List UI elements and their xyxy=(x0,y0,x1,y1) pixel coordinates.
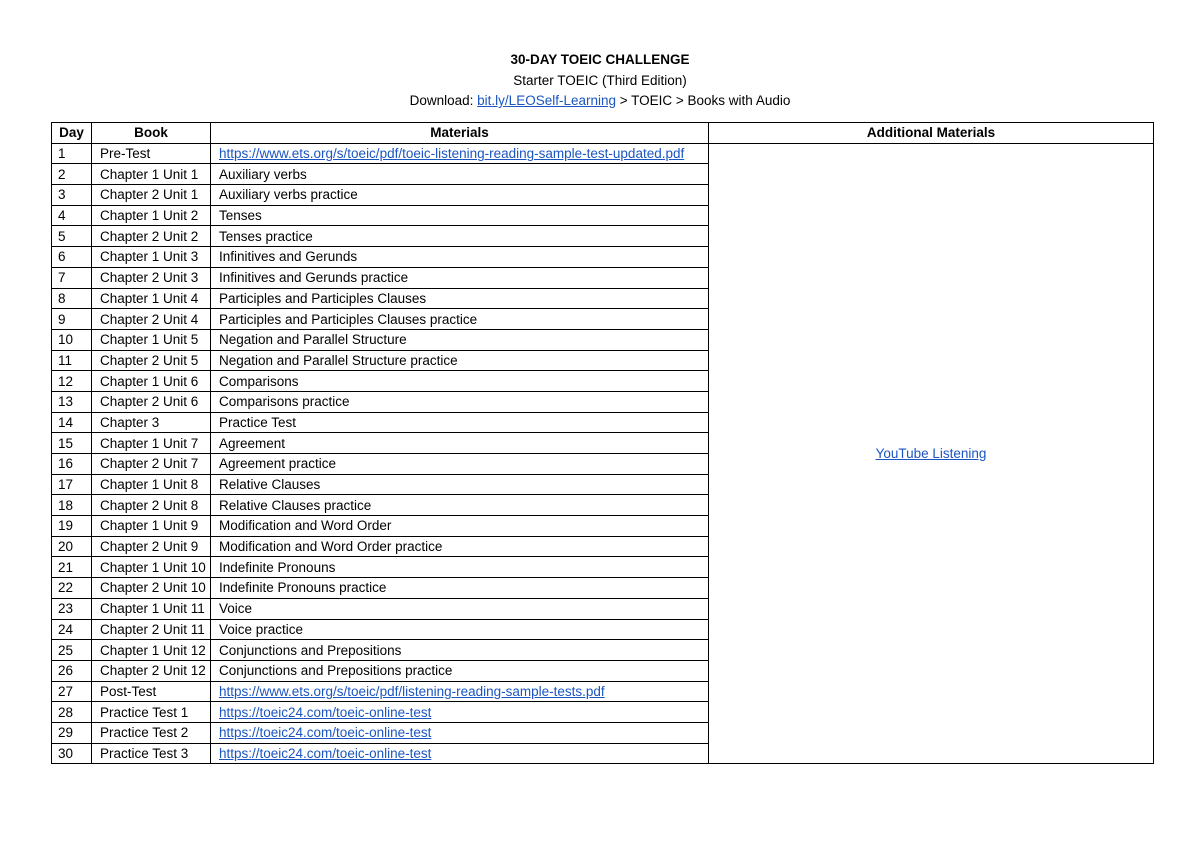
day-cell: 10 xyxy=(52,329,92,350)
book-cell: Practice Test 3 xyxy=(92,743,211,764)
day-cell: 14 xyxy=(52,412,92,433)
document-subtitle: Starter TOEIC (Third Edition) xyxy=(513,72,687,88)
book-cell: Chapter 1 Unit 5 xyxy=(92,329,211,350)
day-cell: 22 xyxy=(52,578,92,599)
day-cell: 27 xyxy=(52,681,92,702)
materials-cell xyxy=(211,143,709,164)
book-cell: Practice Test 2 xyxy=(92,722,211,743)
materials-cell: Tenses practice xyxy=(211,226,709,247)
youtube-listening-link[interactable]: YouTube Listening xyxy=(875,446,987,461)
book-cell: Chapter 1 Unit 1 xyxy=(92,164,211,185)
materials-link[interactable]: https://toeic24.com/toeic-online-test xyxy=(219,745,432,761)
day-cell: 21 xyxy=(52,557,92,578)
day-cell: 30 xyxy=(52,743,92,764)
day-cell: 9 xyxy=(52,309,92,330)
column-header-materials: Materials xyxy=(211,123,709,144)
materials-cell: Relative Clauses xyxy=(211,474,709,495)
materials-cell: Indefinite Pronouns practice xyxy=(211,578,709,599)
materials-cell: Relative Clauses practice xyxy=(211,495,709,516)
book-cell: Chapter 1 Unit 3 xyxy=(92,247,211,268)
materials-link[interactable]: https://www.ets.org/s/toeic/pdf/toeic-listening-reading-sample-test-updated.pdf xyxy=(219,146,685,162)
day-cell: 1 xyxy=(52,143,92,164)
book-cell: Chapter 2 Unit 11 xyxy=(92,619,211,640)
day-cell: 19 xyxy=(52,516,92,537)
download-link[interactable]: bit.ly/LEOSelf-Learning xyxy=(477,93,616,108)
book-cell: Pre-Test xyxy=(92,143,211,164)
day-cell: 20 xyxy=(52,536,92,557)
day-cell: 28 xyxy=(52,702,92,723)
day-cell: 29 xyxy=(52,722,92,743)
download-line xyxy=(0,91,1200,112)
materials-cell: Participles and Participles Clauses practice xyxy=(211,309,709,330)
materials-cell: Negation and Parallel Structure practice xyxy=(211,350,709,371)
materials-cell: Auxiliary verbs practice xyxy=(211,185,709,206)
book-cell: Chapter 2 Unit 10 xyxy=(92,578,211,599)
book-cell: Chapter 2 Unit 8 xyxy=(92,495,211,516)
book-cell: Chapter 2 Unit 1 xyxy=(92,185,211,206)
additional-materials-cell xyxy=(709,143,1154,764)
day-cell: 18 xyxy=(52,495,92,516)
materials-cell: Infinitives and Gerunds practice xyxy=(211,267,709,288)
materials-link[interactable]: https://toeic24.com/toeic-online-test xyxy=(219,725,432,741)
day-cell: 13 xyxy=(52,391,92,412)
materials-cell: Participles and Participles Clauses xyxy=(211,288,709,309)
book-cell: Chapter 1 Unit 8 xyxy=(92,474,211,495)
table-header-row xyxy=(52,123,1154,144)
book-cell: Chapter 2 Unit 6 xyxy=(92,391,211,412)
table-body xyxy=(52,143,1154,764)
book-cell: Chapter 1 Unit 2 xyxy=(92,205,211,226)
table-row xyxy=(52,143,1154,164)
day-cell: 17 xyxy=(52,474,92,495)
column-header-additional-materials: Additional Materials xyxy=(709,123,1154,144)
materials-cell: Tenses xyxy=(211,205,709,226)
materials-cell: Agreement practice xyxy=(211,454,709,475)
day-cell: 8 xyxy=(52,288,92,309)
day-cell: 7 xyxy=(52,267,92,288)
book-cell: Chapter 1 Unit 10 xyxy=(92,557,211,578)
day-cell: 4 xyxy=(52,205,92,226)
materials-cell: Practice Test xyxy=(211,412,709,433)
materials-cell: Modification and Word Order practice xyxy=(211,536,709,557)
book-cell: Chapter 2 Unit 2 xyxy=(92,226,211,247)
book-cell: Chapter 2 Unit 3 xyxy=(92,267,211,288)
materials-cell: Comparisons practice xyxy=(211,391,709,412)
column-header-day: Day xyxy=(52,123,92,144)
book-cell: Chapter 2 Unit 7 xyxy=(92,454,211,475)
materials-cell: Modification and Word Order xyxy=(211,516,709,537)
book-cell: Chapter 2 Unit 9 xyxy=(92,536,211,557)
materials-cell xyxy=(211,743,709,764)
materials-cell: Negation and Parallel Structure xyxy=(211,329,709,350)
materials-cell: Voice xyxy=(211,598,709,619)
day-cell: 24 xyxy=(52,619,92,640)
book-cell: Chapter 2 Unit 12 xyxy=(92,660,211,681)
book-cell: Chapter 1 Unit 11 xyxy=(92,598,211,619)
day-cell: 26 xyxy=(52,660,92,681)
materials-link[interactable]: https://www.ets.org/s/toeic/pdf/listening-reading-sample-tests.pdf xyxy=(219,683,605,699)
materials-link[interactable]: https://toeic24.com/toeic-online-test xyxy=(219,704,432,720)
schedule-table xyxy=(51,122,1154,764)
materials-cell xyxy=(211,722,709,743)
book-cell: Chapter 2 Unit 5 xyxy=(92,350,211,371)
day-cell: 11 xyxy=(52,350,92,371)
materials-cell: Infinitives and Gerunds xyxy=(211,247,709,268)
materials-cell: Auxiliary verbs xyxy=(211,164,709,185)
day-cell: 15 xyxy=(52,433,92,454)
book-cell: Chapter 1 Unit 4 xyxy=(92,288,211,309)
day-cell: 6 xyxy=(52,247,92,268)
book-cell: Chapter 1 Unit 6 xyxy=(92,371,211,392)
materials-cell: Agreement xyxy=(211,433,709,454)
materials-cell: Voice practice xyxy=(211,619,709,640)
download-prefix: Download: xyxy=(409,93,478,108)
book-cell: Chapter 2 Unit 4 xyxy=(92,309,211,330)
download-suffix: > TOEIC > Books with Audio xyxy=(616,93,791,108)
book-cell: Chapter 3 xyxy=(92,412,211,433)
materials-cell xyxy=(211,681,709,702)
book-cell: Post-Test xyxy=(92,681,211,702)
book-cell: Chapter 1 Unit 9 xyxy=(92,516,211,537)
day-cell: 2 xyxy=(52,164,92,185)
day-cell: 12 xyxy=(52,371,92,392)
day-cell: 3 xyxy=(52,185,92,206)
book-cell: Chapter 1 Unit 12 xyxy=(92,640,211,661)
day-cell: 5 xyxy=(52,226,92,247)
materials-cell: Comparisons xyxy=(211,371,709,392)
materials-cell xyxy=(211,702,709,723)
materials-cell: Conjunctions and Prepositions xyxy=(211,640,709,661)
document-header xyxy=(0,50,1200,112)
column-header-book: Book xyxy=(92,123,211,144)
book-cell: Chapter 1 Unit 7 xyxy=(92,433,211,454)
day-cell: 16 xyxy=(52,454,92,475)
document-title: 30-DAY TOEIC CHALLENGE xyxy=(510,52,690,67)
materials-cell: Indefinite Pronouns xyxy=(211,557,709,578)
book-cell: Practice Test 1 xyxy=(92,702,211,723)
day-cell: 25 xyxy=(52,640,92,661)
materials-cell: Conjunctions and Prepositions practice xyxy=(211,660,709,681)
day-cell: 23 xyxy=(52,598,92,619)
